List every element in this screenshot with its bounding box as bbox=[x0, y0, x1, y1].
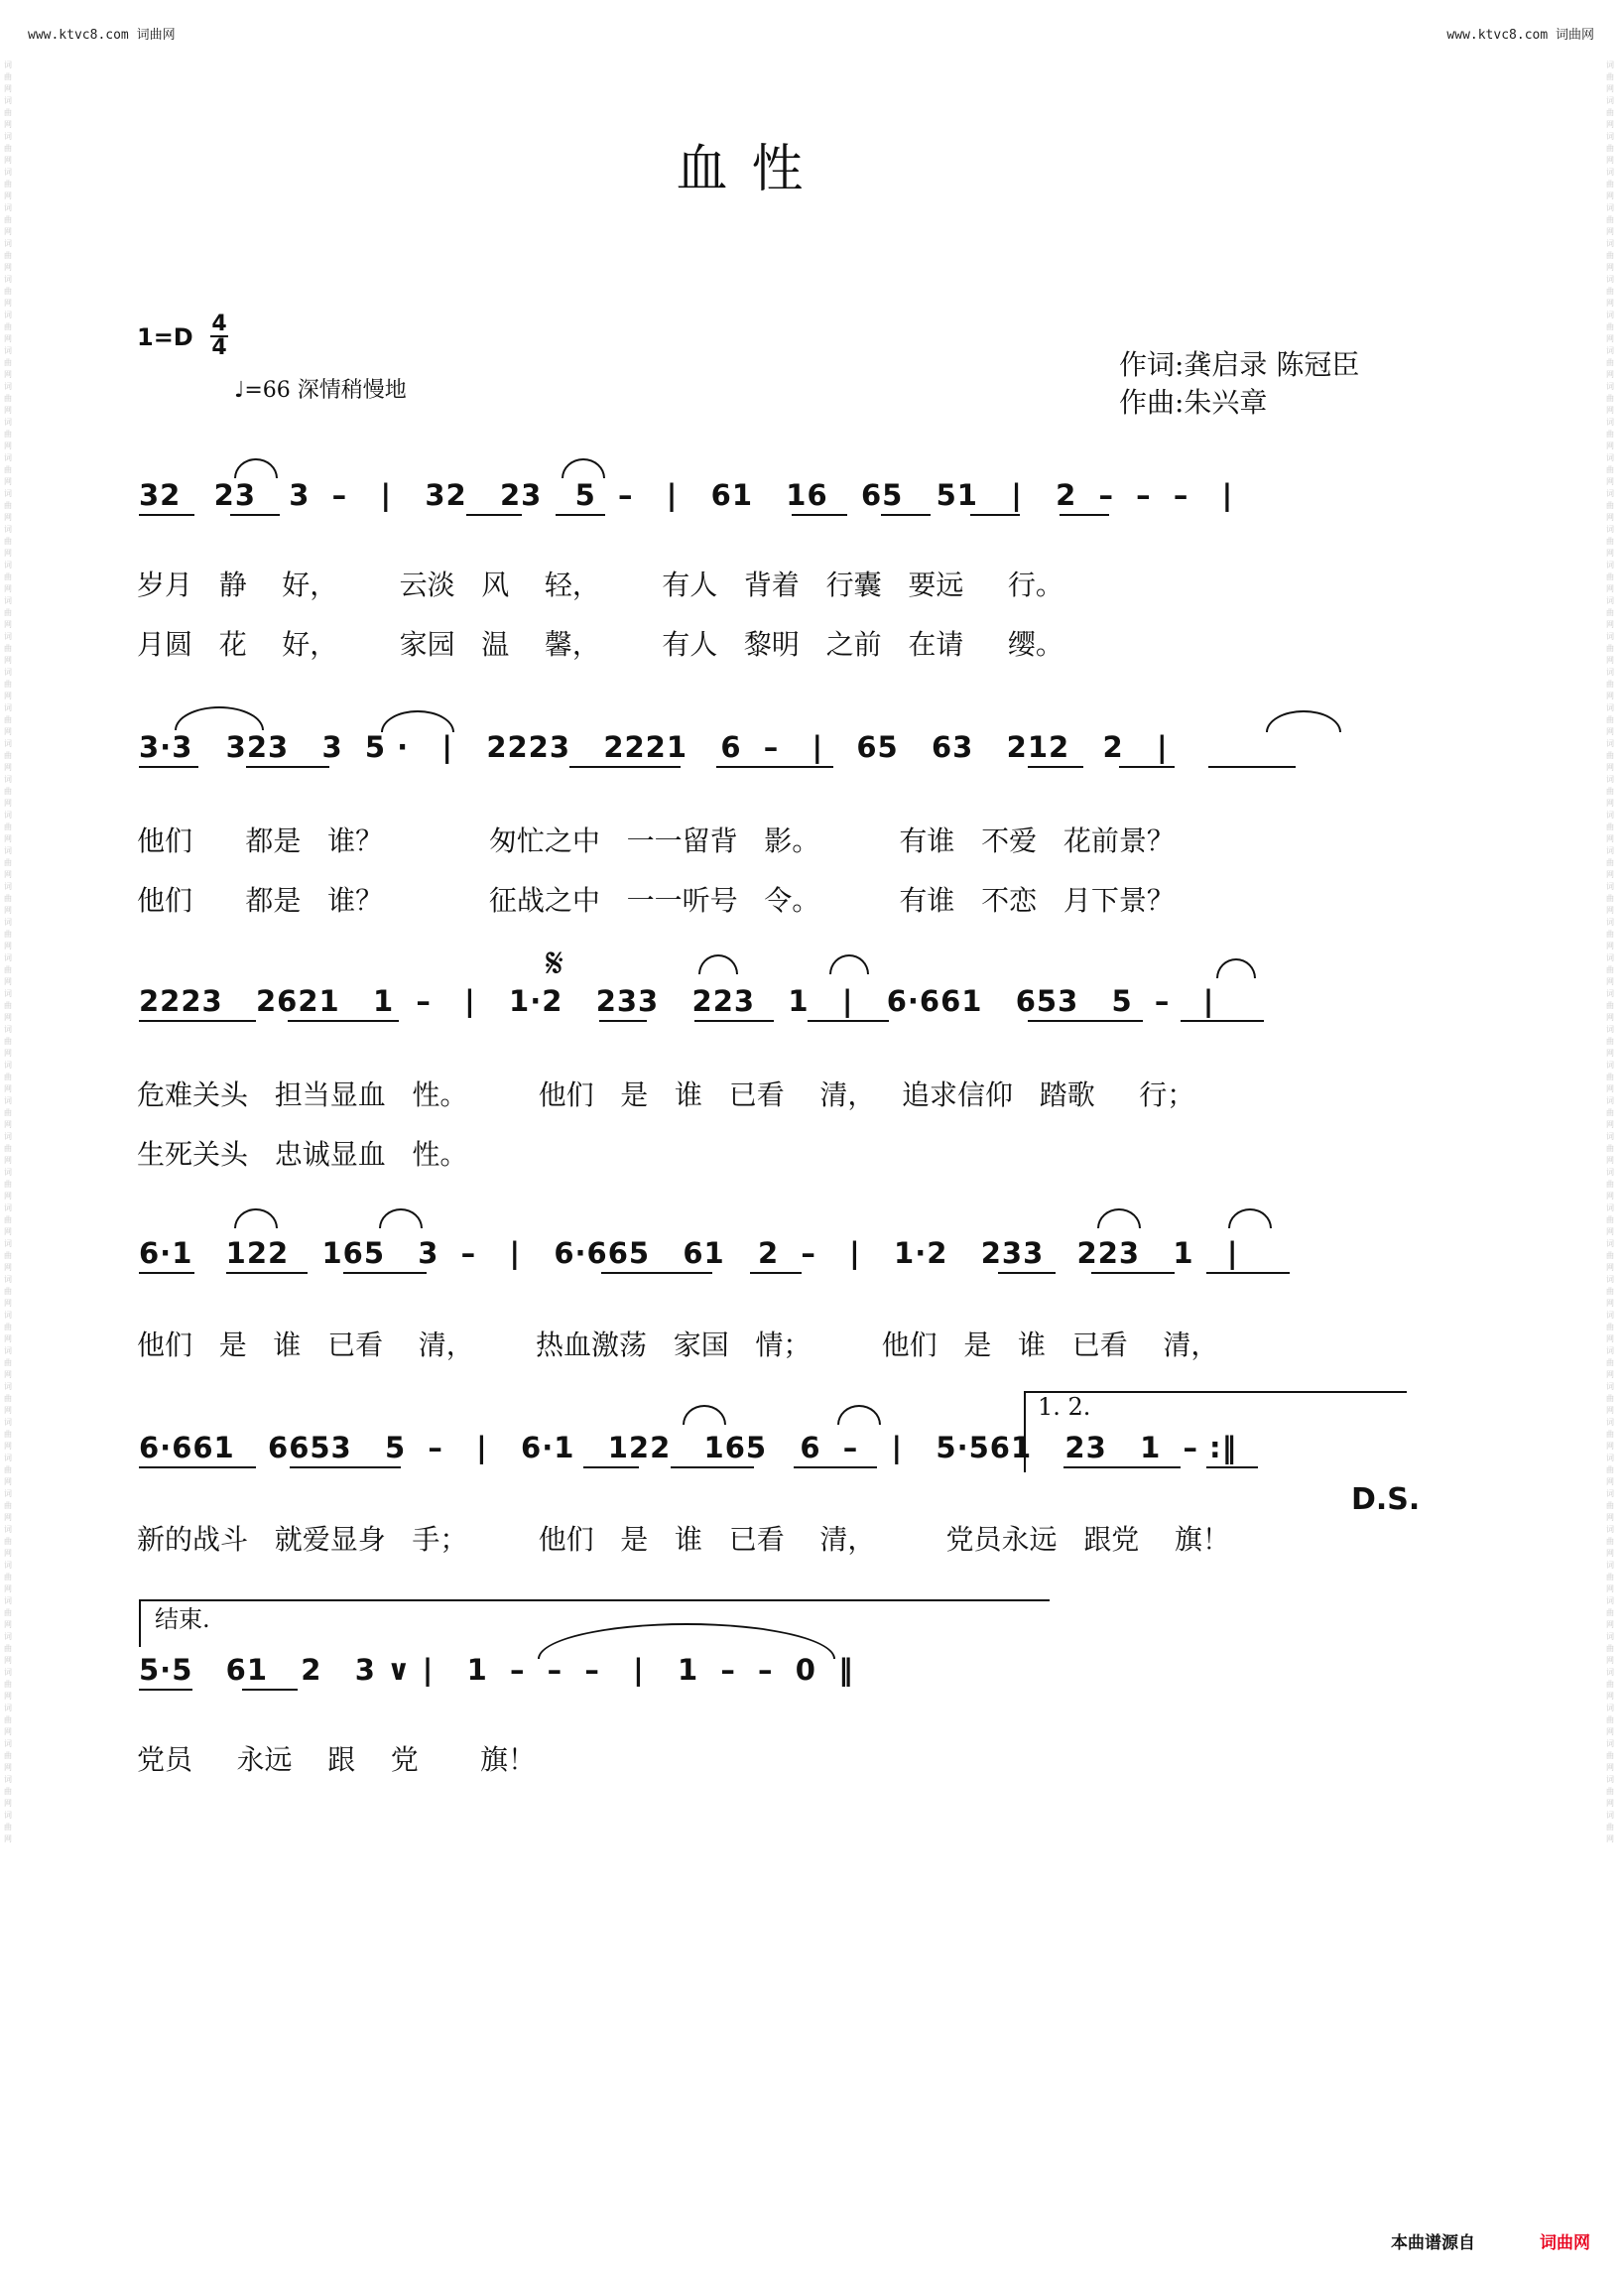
beam-line bbox=[343, 1272, 427, 1274]
beam-line bbox=[1206, 1466, 1258, 1468]
notation-row-6: 5·5 61 2 3 ∨ | 1 – – – | 1 – – 0 ‖ bbox=[139, 1653, 854, 1687]
beam-line bbox=[794, 1466, 877, 1468]
lyric-row-1-verse-2: 月圆 花 好， 家园 温 馨， 有人 黎明 之前 在请 缨。 bbox=[137, 628, 1063, 661]
tie-mark bbox=[562, 458, 605, 478]
notation-row-2: 3·3 323 3 5 · | 2223 2221 6 – | 65 63 212 2 | bbox=[139, 730, 1169, 764]
beam-line bbox=[569, 766, 681, 768]
beam-line bbox=[1028, 766, 1083, 768]
notation-row-4: 6·1 122 165 3 – | 6·665 61 2 – | 1·2 233 223 1 | bbox=[139, 1236, 1239, 1270]
beam-line bbox=[1063, 1466, 1181, 1468]
time-signature bbox=[210, 314, 228, 359]
beam-line bbox=[246, 766, 329, 768]
key-signature: 1=D bbox=[137, 323, 193, 351]
beam-line bbox=[998, 1272, 1056, 1274]
beam-line bbox=[1119, 766, 1175, 768]
lyric-row-3-verse-2: 生死关头 忠诚显血 性。 bbox=[137, 1138, 468, 1171]
composer-credit: 作曲:朱兴章 bbox=[1119, 386, 1268, 419]
beam-line bbox=[792, 514, 847, 516]
lyric-row-4-verse-1: 他们 是 谁 已看 清， 热血激荡 家国 情； 他们 是 谁 已看 清， bbox=[137, 1328, 1219, 1361]
beam-line bbox=[230, 514, 280, 516]
beam-line bbox=[601, 1272, 712, 1274]
notation-row-3: 2223 2621 1 – | 1·2 233 223 1 | 6·661 653 5 – | bbox=[139, 984, 1215, 1018]
header-url-left[interactable]: www.ktvc8.com 词曲网 bbox=[28, 28, 176, 43]
tempo-marking: ♩=66 深情稍慢地 bbox=[234, 378, 407, 403]
tie-mark bbox=[379, 1208, 423, 1228]
edge-watermark-right: 词曲网词曲网词曲网词曲网词曲网词曲网词曲网词曲网词曲网词曲网词曲网词曲网词曲网词曲网词曲网词曲网词曲网词曲网词曲网词曲网词曲网词曲网词曲网词曲网词曲网词曲网词曲网词曲网词曲网词曲网词曲网词曲网词曲网词曲网词曲网词曲网词曲网词曲网词曲网词曲网词曲网词曲网词曲网词曲网词曲网词曲网词曲网词曲网词曲网词曲网 bbox=[1606, 61, 1614, 1843]
beam-line bbox=[583, 1466, 639, 1468]
lyric-row-5-verse-1: 新的战斗 就爱显身 手； 他们 是 谁 已看 清， 党员永远 跟党 旗！ bbox=[137, 1523, 1230, 1556]
beam-line bbox=[556, 514, 605, 516]
beam-line bbox=[1091, 1272, 1175, 1274]
notation-row-1: 32 23 3 – | 32 23 5 – | 61 16 65 51 | 2 – – – | bbox=[139, 478, 1234, 512]
lyric-row-6-verse-1: 党员 永远 跟 党 旗！ bbox=[137, 1743, 537, 1776]
lyric-row-1-verse-1: 岁月 静 好， 云淡 风 轻， 有人 背着 行囊 要远 行。 bbox=[137, 569, 1063, 601]
beam-line bbox=[1181, 1020, 1264, 1022]
beam-line bbox=[290, 1466, 401, 1468]
beam-line bbox=[139, 766, 198, 768]
beam-line bbox=[139, 1020, 256, 1022]
volta-label: 1. 2. bbox=[1038, 1393, 1091, 1421]
beam-line bbox=[694, 1020, 774, 1022]
lyric-row-3-verse-1: 危难关头 担当显血 性。 他们 是 谁 已看 清， 追求信仰 踏歌 行； bbox=[137, 1078, 1195, 1111]
tie-mark bbox=[829, 954, 869, 974]
tie-mark bbox=[175, 706, 264, 730]
lyric-row-2-verse-2: 他们 都是 谁？ 征战之中 一一听号 令。 有谁 不恋 月下景？ bbox=[137, 884, 1175, 917]
beam-line bbox=[242, 1689, 298, 1691]
beam-line bbox=[139, 514, 194, 516]
notation-row-5: 6·661 6653 5 – | 6·1 122 165 6 – | 5·561 23 1 – :‖ bbox=[139, 1431, 1238, 1464]
beam-line bbox=[288, 1020, 399, 1022]
beam-line bbox=[139, 1272, 194, 1274]
meter-bottom: 4 bbox=[211, 335, 227, 360]
lyric-row-2-verse-1: 他们 都是 谁？ 匆忙之中 一一留背 影。 有谁 不爱 花前景？ bbox=[137, 824, 1175, 857]
beam-line bbox=[1208, 766, 1296, 768]
segno-sign: 𝄋 bbox=[546, 939, 564, 987]
tie-mark bbox=[234, 1208, 278, 1228]
beam-line bbox=[226, 1272, 308, 1274]
tie-mark bbox=[683, 1405, 726, 1425]
beam-line bbox=[599, 1020, 647, 1022]
beam-line bbox=[466, 514, 522, 516]
beam-line bbox=[750, 1272, 802, 1274]
edge-watermark-left: 词曲网词曲网词曲网词曲网词曲网词曲网词曲网词曲网词曲网词曲网词曲网词曲网词曲网词曲网词曲网词曲网词曲网词曲网词曲网词曲网词曲网词曲网词曲网词曲网词曲网词曲网词曲网词曲网词曲网词曲网词曲网词曲网词曲网词曲网词曲网词曲网词曲网词曲网词曲网词曲网词曲网词曲网词曲网词曲网词曲网词曲网词曲网词曲网词曲网词曲网 bbox=[4, 61, 12, 1843]
dal-segno-mark: D.S. bbox=[1351, 1482, 1421, 1517]
tie-mark bbox=[837, 1405, 881, 1425]
tie-mark bbox=[1266, 710, 1341, 732]
beam-line bbox=[881, 514, 931, 516]
lyricist-credit: 作词:龚启录 陈冠臣 bbox=[1119, 348, 1360, 381]
header-url-right[interactable]: www.ktvc8.com 词曲网 bbox=[1446, 28, 1594, 43]
tie-mark bbox=[1228, 1208, 1272, 1228]
footer-source-text: 本曲谱源自 bbox=[1391, 2233, 1475, 2253]
tie-mark bbox=[234, 458, 278, 478]
tie-mark bbox=[1216, 958, 1256, 978]
beam-line bbox=[716, 766, 833, 768]
beam-line bbox=[139, 1466, 256, 1468]
beam-line bbox=[139, 1689, 192, 1691]
beam-line bbox=[970, 514, 1020, 516]
beam-line bbox=[1206, 1272, 1290, 1274]
beam-line bbox=[1028, 1020, 1143, 1022]
song-title: 血性 bbox=[676, 140, 827, 199]
beam-line bbox=[808, 1020, 889, 1022]
meter-top: 4 bbox=[211, 312, 227, 336]
ending-label: 结束. bbox=[155, 1605, 210, 1633]
beam-line bbox=[671, 1466, 754, 1468]
footer-brand-link[interactable]: 词曲网 bbox=[1540, 2233, 1590, 2253]
tie-mark bbox=[698, 954, 738, 974]
tie-mark bbox=[1097, 1208, 1141, 1228]
tie-mark bbox=[381, 710, 454, 732]
beam-line bbox=[1060, 514, 1109, 516]
